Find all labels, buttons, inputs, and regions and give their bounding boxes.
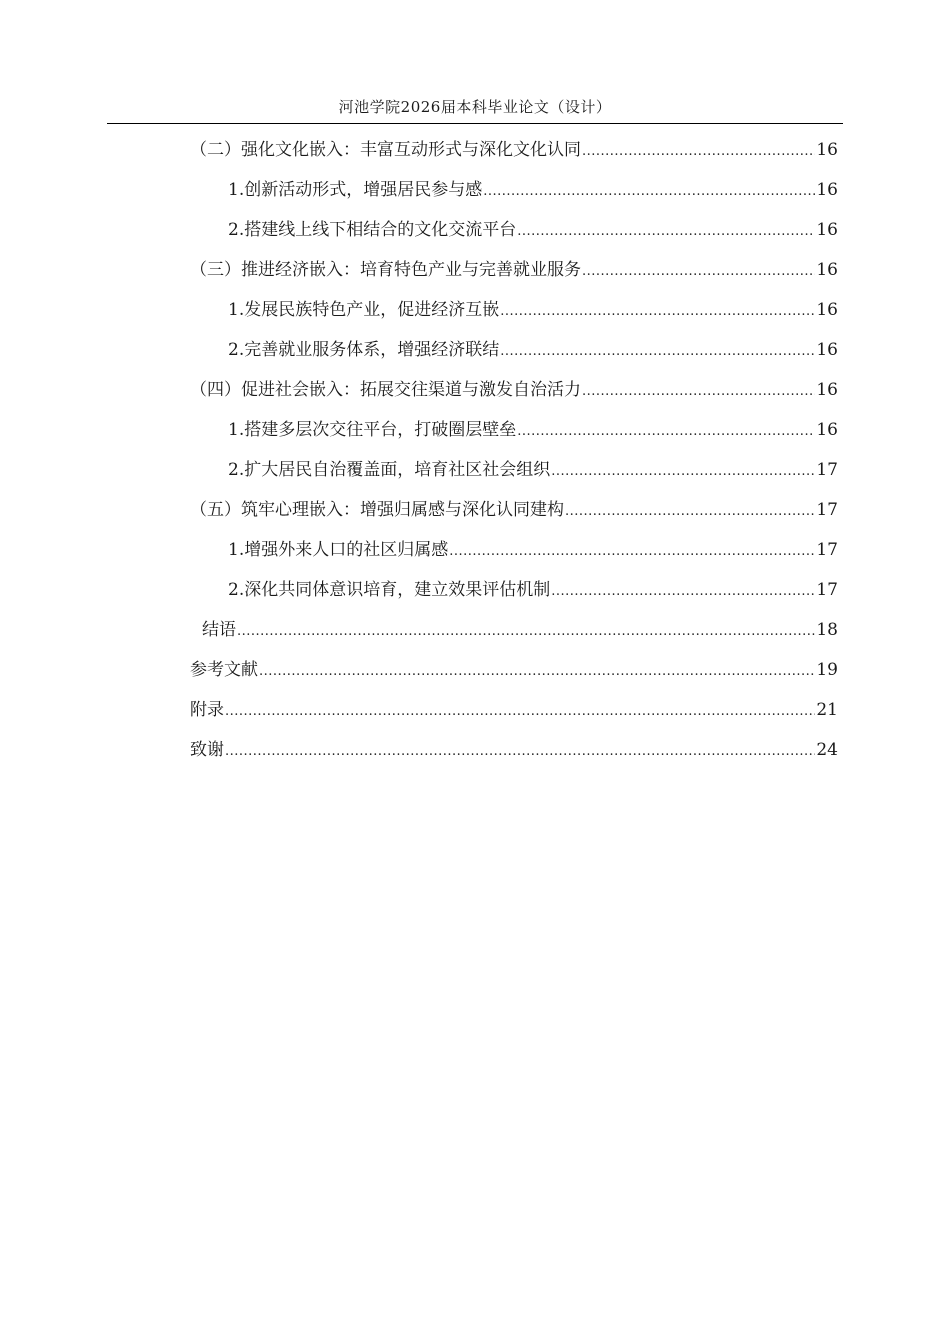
toc-dot-leader [551,452,815,492]
page-header: 河池学院2026届本科毕业论文（设计） [107,92,843,124]
toc-page-number: 16 [816,300,838,320]
toc-page-number: 18 [816,620,838,640]
table-of-contents [190,130,838,770]
toc-page-number: 16 [816,140,838,160]
toc-page-number: 21 [816,700,838,720]
toc-page-number: 16 [816,220,838,240]
toc-page-number: 16 [816,340,838,360]
toc-page-number: 16 [816,420,838,440]
toc-dot-leader [237,612,815,652]
toc-dot-leader [259,652,815,692]
toc-page-number: 24 [816,740,838,760]
toc-entry-title: 参考文献 [190,660,258,680]
toc-dot-leader [582,132,815,172]
toc-page-number: 17 [816,460,838,480]
toc-dot-leader [483,172,815,212]
toc-entry-title: 1.搭建多层次交往平台，打破圈层壁垒 [228,420,517,440]
toc-entry[interactable] [190,610,838,650]
toc-entry-title: （二）强化文化嵌入：丰富互动形式与深化文化认同 [190,140,581,160]
toc-page-number: 16 [816,260,838,280]
toc-page-number: 16 [816,180,838,200]
toc-dot-leader [565,492,815,532]
toc-dot-leader [517,412,815,452]
toc-dot-leader [500,332,815,372]
toc-entry[interactable] [190,570,838,610]
toc-entry[interactable] [190,170,838,210]
toc-dot-leader [582,372,815,412]
toc-entry[interactable] [190,250,838,290]
toc-dot-leader [500,292,815,332]
toc-entry-title: 2.深化共同体意识培育，建立效果评估机制 [228,580,551,600]
toc-dot-leader [517,212,815,252]
toc-dot-leader [225,692,815,732]
toc-entry[interactable] [190,130,838,170]
toc-entry-title: 1.发展民族特色产业，促进经济互嵌 [228,300,500,320]
toc-entry[interactable] [190,330,838,370]
toc-page-number: 17 [816,580,838,600]
toc-entry[interactable] [190,650,838,690]
toc-entry-title: 2.完善就业服务体系，增强经济联结 [228,340,500,360]
toc-entry[interactable] [190,210,838,250]
toc-entry-title: 致谢 [190,740,224,760]
toc-entry-title: （三）推进经济嵌入：培育特色产业与完善就业服务 [190,260,581,280]
toc-entry[interactable] [190,410,838,450]
toc-entry[interactable] [190,490,838,530]
toc-entry-title: 1.创新活动形式，增强居民参与感 [228,180,483,200]
toc-entry-title: 2.搭建线上线下相结合的文化交流平台 [228,220,517,240]
toc-entry[interactable] [190,690,838,730]
toc-entry[interactable] [190,530,838,570]
toc-dot-leader [551,572,815,612]
toc-page-number: 17 [816,540,838,560]
toc-page-number: 17 [816,500,838,520]
toc-entry[interactable] [190,730,838,770]
toc-entry[interactable] [190,450,838,490]
toc-dot-leader [449,532,815,572]
toc-entry-title: 1.增强外来人口的社区归属感 [228,540,449,560]
toc-entry[interactable] [190,290,838,330]
toc-page-number: 16 [816,380,838,400]
toc-page-number: 19 [816,660,838,680]
toc-entry-title: （四）促进社会嵌入：拓展交往渠道与激发自治活力 [190,380,581,400]
toc-dot-leader [582,252,815,292]
toc-entry-title: 附录 [190,700,224,720]
toc-entry-title: 2.扩大居民自治覆盖面，培育社区社会组织 [228,460,551,480]
toc-entry[interactable] [190,370,838,410]
toc-entry-title: （五）筑牢心理嵌入：增强归属感与深化认同建构 [190,500,564,520]
toc-dot-leader [225,732,815,772]
toc-entry-title: 结语 [202,620,236,640]
